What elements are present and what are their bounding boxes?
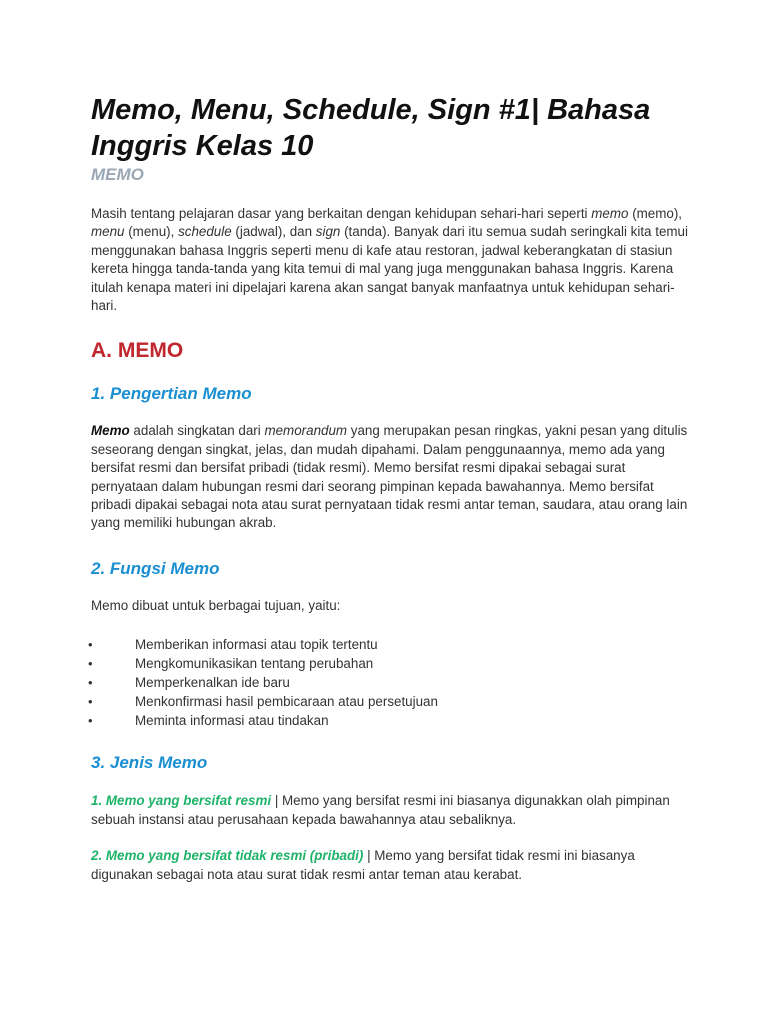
term-schedule: schedule (178, 224, 232, 240)
intro-text: (jadwal), dan (231, 224, 316, 240)
list-item (88, 654, 691, 673)
intro-text: (memo), (628, 206, 683, 221)
bullet-icon: • (88, 637, 93, 653)
intro-text: (menu), (124, 224, 179, 240)
heading-pengertian: 1. Pengertian Memo (91, 384, 252, 404)
term-memo: memo (591, 206, 629, 221)
section-heading-memo: A. MEMO (91, 339, 184, 363)
bullet-icon: • (88, 656, 93, 672)
article (88, 92, 691, 884)
jenis-label: 1. Memo yang bersifat resmi (91, 793, 272, 809)
list-item (88, 635, 691, 654)
list-item (88, 673, 691, 692)
pengertian-paragraph (91, 422, 691, 532)
term-memorandum: memorandum (264, 423, 348, 439)
bullet-icon: • (88, 694, 93, 710)
list-item (88, 711, 691, 730)
article-subtitle: MEMO (91, 165, 144, 184)
term-menu: menu (91, 224, 125, 240)
jenis-text: | Memo yang bersifat tidak resmi ini biasanya digunakan sebagai nota atau surat tidak resmi antar teman atau kerabat. (91, 848, 635, 882)
bullet-icon: • (88, 713, 93, 729)
list-item-text: Mengkomunikasikan tentang perubahan (135, 656, 374, 672)
fungsi-intro: Memo dibuat untuk berbagai tujuan, yaitu: (91, 597, 341, 613)
list-item-text: Meminta informasi atau tindakan (135, 713, 329, 729)
list-item (88, 692, 691, 711)
heading-fungsi: 2. Fungsi Memo (91, 558, 220, 578)
article-title: Memo, Menu, Schedule, Sign #1| Bahasa Inggris Kelas 10 (91, 94, 651, 162)
heading-jenis: 3. Jenis Memo (91, 753, 208, 773)
fungsi-list (88, 635, 691, 730)
jenis-item-resmi (91, 792, 691, 829)
pengertian-text: yang merupakan pesan ringkas, yakni pesan yang ditulis seseorang dengan singkat, jelas, dan mudah dipahami. Dalam penggunaannya, memo ada yang bersifat resmi dan bersifat pribadi (tidak resmi). Memo bersifat resmi dipakai sebagai surat pernyataan dalam hubungan resmi dari seorang pimpinan kepada bawahannya. Memo bersifat pribadi dipakai sebagai nota atau surat pernyataan tidak resmi antar teman, saudara, atau orang lain yang memiliki hubungan akrab. (91, 423, 688, 531)
bullet-icon: • (88, 675, 93, 691)
intro-text: Masih tentang pelajaran dasar yang berkaitan dengan kehidupan sehari-hari seperti (91, 206, 592, 221)
list-item-text: Menkonfirmasi hasil pembicaraan atau persetujuan (135, 694, 438, 710)
list-item-text: Memberikan informasi atau topik tertentu (135, 637, 378, 653)
jenis-item-tidak-resmi (91, 847, 691, 884)
list-item-text: Memperkenalkan ide baru (135, 675, 290, 691)
jenis-label: 2. Memo yang bersifat tidak resmi (pribadi) (91, 848, 364, 864)
term-memo-bold: Memo (91, 423, 130, 439)
jenis-text: | Memo yang bersifat resmi ini biasanya digunakkan olah pimpinan sebuah instansi atau perusahaan kepada bawahannya atau sebaliknya. (91, 793, 670, 827)
intro-text: (tanda). Banyak dari itu semua sudah seringkali kita temui menggunakan bahasa Inggris seperti menu di kafe atau restoran, jadwal keberangkatan di stasiun kereta hingga tanda-tanda yang kita temui di mal yang juga menggunakan bahasa Inggris. Karena itulah kenapa materi ini dipelajari karena akan sangat banyak manfaatnya untuk kehidupan sehari-hari. (91, 224, 688, 314)
intro-paragraph (91, 205, 691, 315)
pengertian-text: adalah singkatan dari (129, 423, 265, 439)
term-sign: sign (315, 224, 341, 240)
